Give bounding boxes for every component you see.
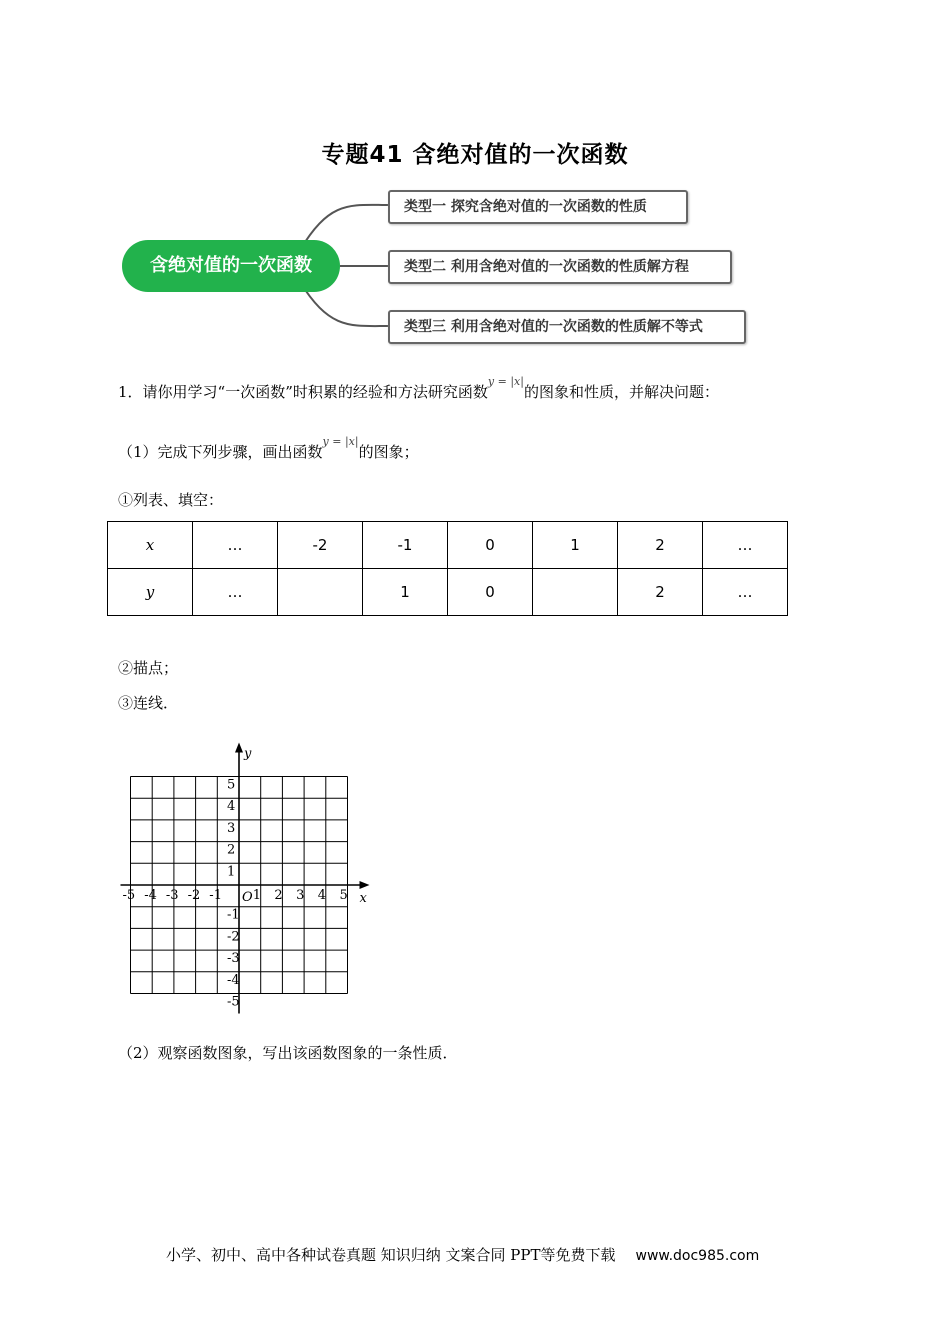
part-1 [118,435,419,464]
y-tick-label: -5 [227,994,240,1010]
y-tick-label: 3 [227,820,236,836]
x-axis-label: x [359,891,367,906]
y-tick-label: -1 [227,907,240,923]
question-1-text-a: 1．请你用学习“一次函数”时积累的经验和方法研究函数 [118,383,488,401]
footer [166,1244,759,1265]
y-tick-label: 4 [227,799,236,815]
table-cell: 2 [618,522,703,569]
table-cell: 2 [618,569,703,616]
y-tick-label: 5 [227,777,236,793]
footer-text: 小学、初中、高中各种试卷真题 知识归纳 文案合同 PPT等免费下载 [166,1246,616,1264]
page-title: 专题41 含绝对值的一次函数 [321,142,629,168]
step-3-label: ③连线． [118,694,179,712]
mindmap-branch-type-1: 类型一 探究含绝对值的一次函数的性质 [388,190,688,224]
x-tick-label: -5 [122,888,136,903]
part-1-text-b: 的图象； [358,443,419,461]
mindmap-center-node: 含绝对值的一次函数 [122,240,340,292]
y-tick-label: -4 [227,972,240,988]
step-1-label: ①列表、填空： [118,491,224,509]
value-table [107,521,788,616]
table-cell: -1 [363,522,448,569]
x-tick-label: 1 [252,888,261,903]
formula-y-abs-x: y = |x| [322,435,359,448]
x-tick-label: 5 [339,888,348,903]
table-cell: 0 [448,569,533,616]
table-row-y [108,569,788,616]
table-cell: 1 [533,522,618,569]
table-cell: … [193,569,278,616]
y-tick-label: 2 [227,842,236,858]
origin-label: O [242,890,253,905]
footer-url: www.doc985.com [635,1248,760,1264]
x-tick-label: 2 [274,888,283,903]
table-cell: 1 [363,569,448,616]
formula-y-abs-x: y = |x| [487,375,524,388]
table-cell: … [703,569,788,616]
x-axis-arrow [360,881,370,889]
x-tick-label: 4 [317,888,327,903]
coordinate-grid [110,735,380,1025]
table-cell: 0 [448,522,533,569]
table-cell: … [193,522,278,569]
part-1-text-a: （1）完成下列步骤，画出函数 [118,443,323,461]
x-tick-label: -4 [144,888,157,903]
table-cell [278,569,363,616]
table-cell: y [108,569,193,616]
table-cell: … [703,522,788,569]
question-1-text-b: 的图象和性质，并解决问题： [523,383,719,401]
mindmap-connectors [0,0,950,360]
table-cell: x [108,522,193,569]
y-axis-arrow [235,743,243,753]
question-1 [118,375,719,404]
x-tick-label: 3 [296,888,305,903]
y-tick-label: 1 [227,864,236,880]
table-cell [533,569,618,616]
part-2: （2）观察函数图象，写出该函数图象的一条性质． [118,1044,458,1062]
y-tick-label: -3 [227,951,240,967]
y-axis-label: y [244,746,252,762]
mindmap-branch-type-3: 类型三 利用含绝对值的一次函数的性质解不等式 [388,310,746,344]
table-row-x [108,522,788,569]
x-tick-label: -2 [187,888,201,903]
mindmap-branch-type-2: 类型二 利用含绝对值的一次函数的性质解方程 [388,250,732,284]
x-tick-label: -1 [209,888,222,903]
step-2-label: ②描点； [118,659,179,677]
x-tick-label: -3 [165,888,179,903]
y-tick-label: -2 [227,929,240,945]
table-cell: -2 [278,522,363,569]
